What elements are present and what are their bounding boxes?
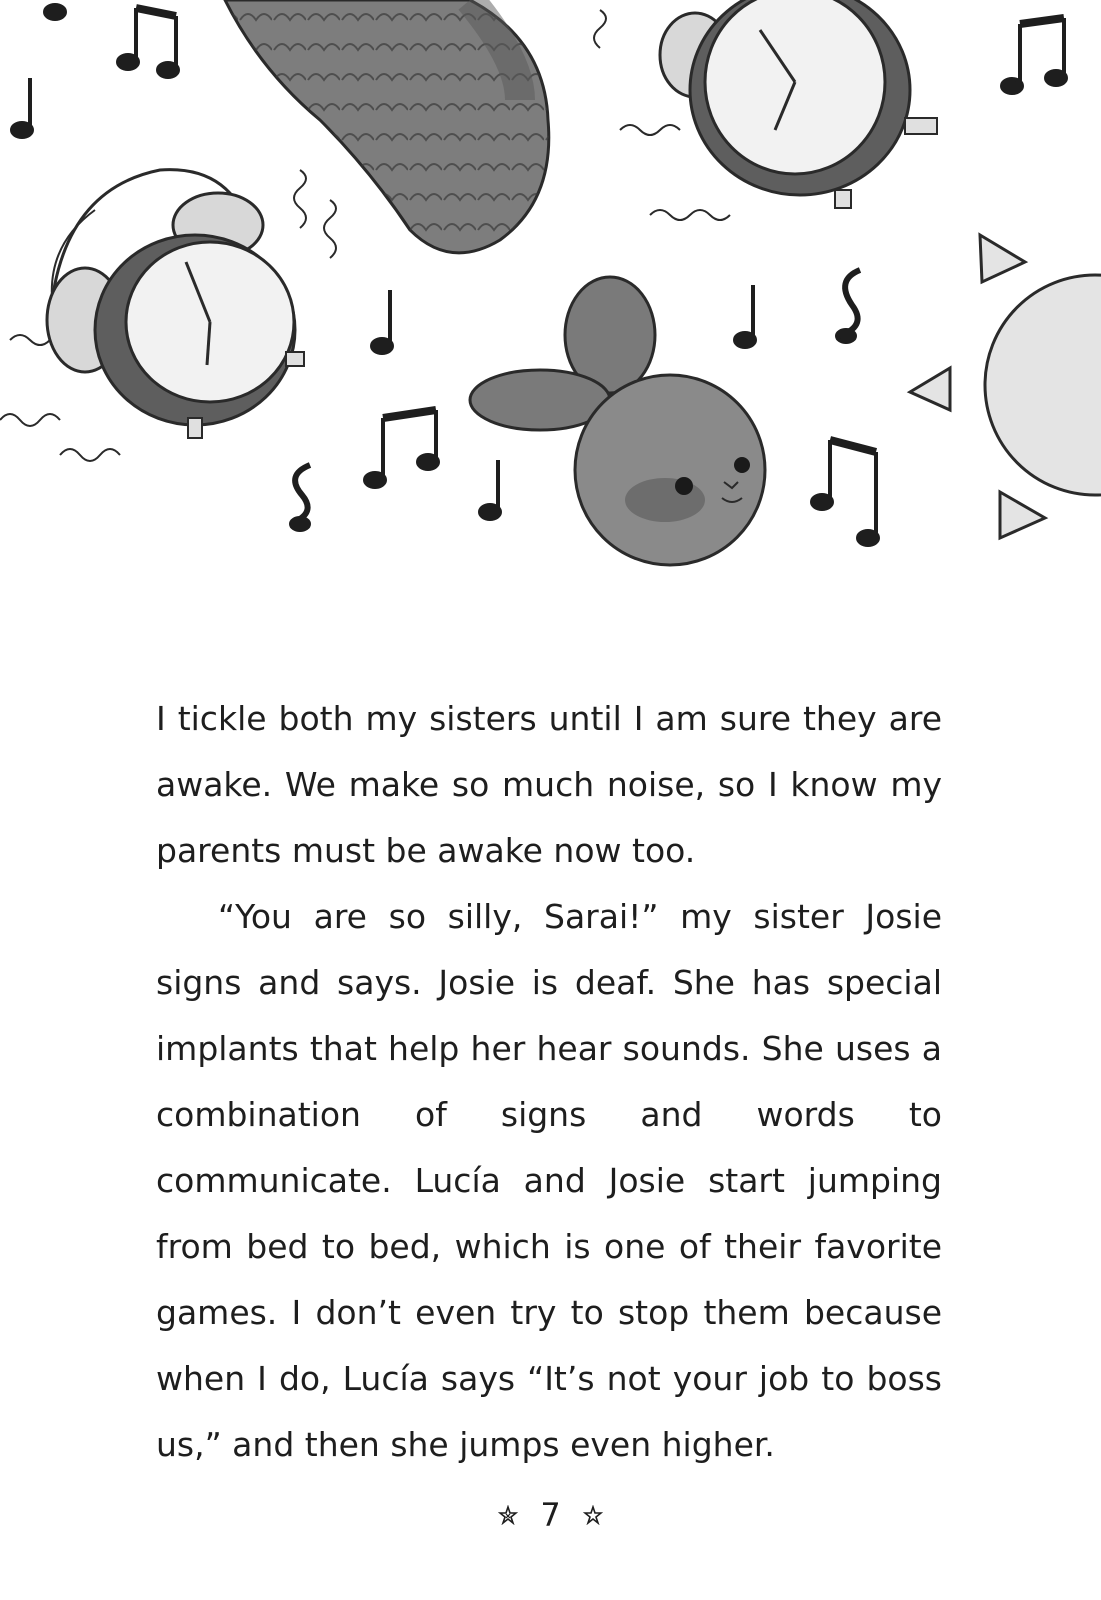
alarm-clock-icon (0, 170, 336, 461)
page-footer (0, 1490, 1101, 1540)
paragraph: I tickle both my sisters until I am sure they are awake. We make so much noise, so I know my parents must be awake now too. (156, 699, 942, 870)
page-number: 7 (540, 1496, 561, 1534)
paragraph: “You are so silly, Sarai!” my sister Josie signs and says. Josie is deaf. She has special implants that help her hear sounds. She uses a combination of signs and words to communicate. Lucía and Josie start jumping from bed to bed, which is one of their favorite games. I don’t even try to stop them because when I do, Lucía says “It’s not your job to boss us,” and then she jumps even higher. (156, 897, 942, 1464)
sun-icon (910, 235, 1101, 538)
chapter-illustration (0, 0, 1101, 600)
star-outline-icon (583, 1505, 603, 1525)
fluffy-slipper-icon (225, 0, 549, 253)
alarm-clock-icon (594, 0, 937, 220)
story-text (156, 686, 942, 1478)
star-doodle-icon (498, 1505, 518, 1525)
bunny-plush-icon (470, 277, 765, 565)
